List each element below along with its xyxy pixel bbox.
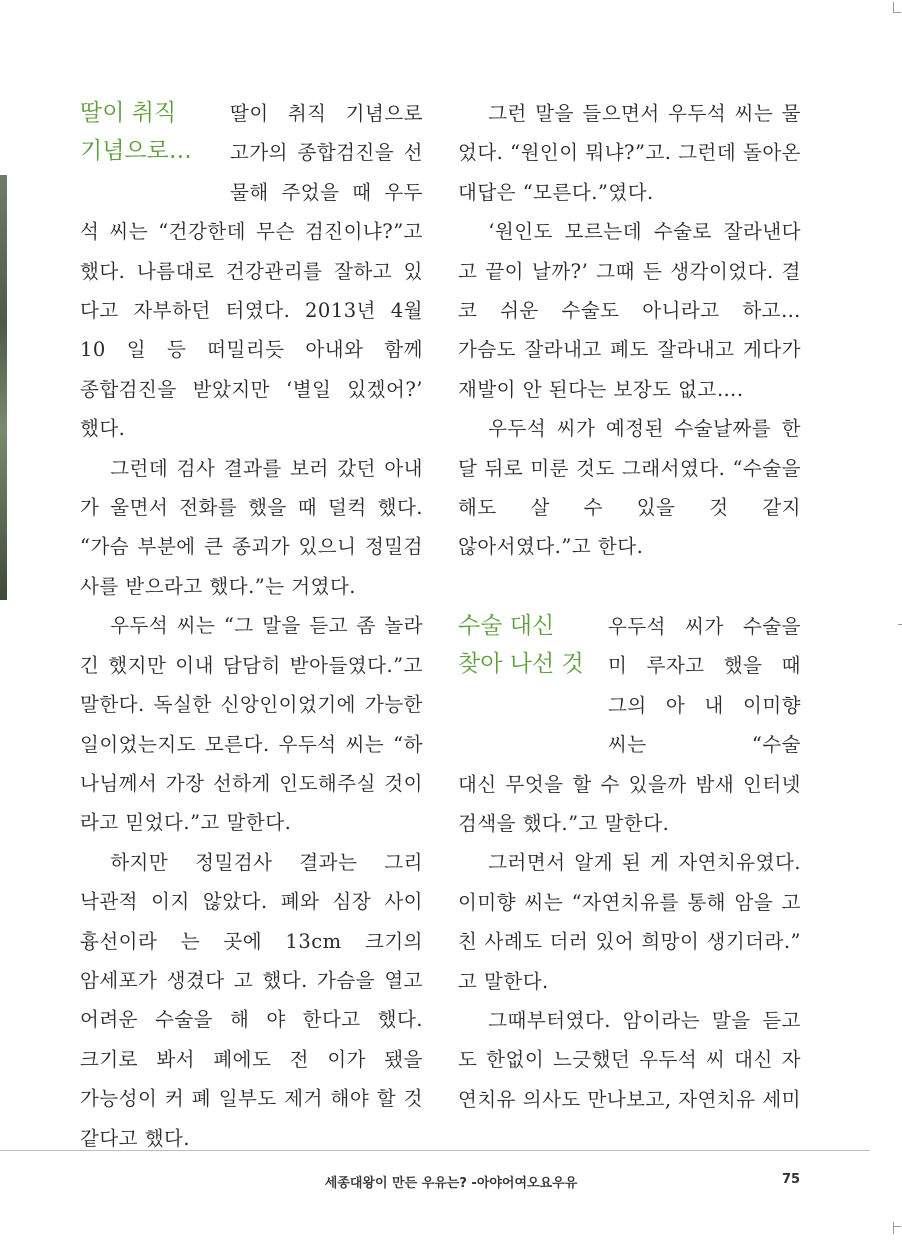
body-paragraph <box>458 94 801 212</box>
text-line: 대신 무엇을 할 수 있을까 밤새 인터넷 <box>458 772 801 796</box>
text-line: 해도 살 수 있을 것 같지 않아서였다.”고 <box>458 496 801 559</box>
body-paragraph <box>458 843 801 1001</box>
crop-mark <box>893 12 901 13</box>
text-line: 루자고 했을 때 그의 아 <box>608 654 802 717</box>
text-line: 고 했다. 가슴을 열고 어려운 수술을 해 <box>80 968 423 1032</box>
text-line: 긴 했지만 이내 담담히 받아들였다.”고 <box>80 653 423 677</box>
text-line: 고가의 종합검진을 선 <box>230 141 423 165</box>
text-line: 고 말한다. <box>458 969 549 993</box>
text-line: 달 뒤로 미룬 것도 그래서였다. “수술을 <box>458 456 801 480</box>
text-line: 사를 받으라고 했다.”는 거였다. <box>80 574 357 598</box>
text-line: 는 곳에 13cm 크기의 암세포가 생겼다 <box>80 929 424 992</box>
text-line: 코 쉬운 수술도 아니라고 하고… 가슴도 <box>458 299 801 362</box>
right-column <box>458 94 801 1119</box>
heading-line: 찾아 나선 것 <box>458 650 584 677</box>
text-line: 하지만 정밀검사 결과는 그리 낙관적 <box>80 850 423 914</box>
text-line: 우두석 씨는 “그 말을 듣고 좀 놀라 <box>110 614 423 638</box>
heading-line: 딸이 취직 <box>80 100 177 126</box>
text-line: 연치유 의사도 만나보고, 자연치유 세미 <box>458 1087 801 1111</box>
section-intro-left <box>80 94 423 212</box>
text-line: 가 울면서 전화를 했을 때 덜컥 했다. <box>80 496 423 520</box>
body-paragraph <box>80 449 423 607</box>
crop-mark <box>893 2 894 12</box>
adjacent-page-photo-edge <box>0 175 7 600</box>
body-paragraph <box>80 606 423 842</box>
crop-mark <box>893 1226 901 1227</box>
left-column <box>80 94 423 1158</box>
text-line: 일 등 떠밀리듯 아내와 함께 종합검진을 <box>80 338 423 401</box>
page-number: 75 <box>782 1172 801 1187</box>
text-line: 딸이 취직 기념으로 <box>230 102 423 125</box>
text-line: 했다. 나름대로 건강관리를 잘하고 있 <box>80 259 423 283</box>
body-paragraph <box>458 1001 801 1119</box>
body-paragraph <box>80 843 423 1158</box>
text-line: 이지 않았다. 폐와 심장 사이 흉선이라 <box>80 890 424 953</box>
text-line: 그때부터였다. 암이라는 말을 듣고 <box>488 1008 801 1032</box>
text-line: 검색을 했다.”고 말한다. <box>458 811 670 835</box>
text-line: 그런 말을 들으면서 우두석 씨는 물 <box>488 102 801 125</box>
heading-line: 기념으로… <box>80 138 192 164</box>
text-line: 나님께서 가장 선하게 인도해주실 것이 <box>80 771 423 795</box>
text-line: 잘라내고 폐도 잘라내고 게다가 재발이 <box>458 338 801 401</box>
text-line: 우두석 씨가 수술을 미 <box>608 614 801 678</box>
intro-paragraph <box>608 607 801 765</box>
text-line: 이미향 씨는 “자연치유를 통해 암을 고 <box>458 890 801 914</box>
text-line: 라고 믿었다.”고 말한다. <box>80 811 292 835</box>
text-line: 다고 자부하던 터였다. 2013년 4월 10 <box>80 299 423 362</box>
section-heading <box>458 607 598 683</box>
body-paragraph <box>458 409 801 567</box>
text-line: 그러면서 알게 된 게 자연치유였다. <box>488 851 801 875</box>
heading-line: 수술 대신 <box>458 612 555 639</box>
text-line: 한다. <box>597 535 644 559</box>
text-line: 이가 됐을 가능성이 커 폐 일부도 제거 <box>80 1047 423 1111</box>
text-line: 말한다. 독실한 신앙인이었기에 가능한 <box>80 693 423 717</box>
body-paragraph <box>458 765 801 844</box>
text-line: 야 한다고 했다. 크기로 봐서 폐에도 전 <box>80 1008 423 1071</box>
text-line: 안 된다는 보장도 없고…. <box>522 377 744 401</box>
text-line: 석 씨는 “건강한데 무슨 검진이냐?”고 <box>80 220 423 244</box>
text-line: 일이었는지도 모른다. 우두석 씨는 “하 <box>80 732 423 756</box>
footer-divider <box>0 1150 870 1151</box>
text-line: 받았지만 ‘별일 있겠어?’ 했다. <box>80 377 423 441</box>
section-spacer <box>458 567 801 607</box>
crop-mark <box>893 1222 894 1234</box>
crop-mark <box>898 624 902 625</box>
text-line: 었다. “원인이 뭐냐?”고. 그런데 돌아온 <box>458 141 801 165</box>
section-intro-right <box>458 607 801 765</box>
body-paragraph <box>80 212 423 448</box>
text-line: 그런데 검사 결과를 보러 갔던 아내 <box>110 456 423 480</box>
body-paragraph <box>458 212 801 409</box>
section-heading <box>80 94 220 170</box>
text-line: 내 이미향 씨는 “수술 <box>608 693 802 757</box>
text-line: 도 한없이 느긋했던 우두석 씨 대신 자 <box>458 1048 801 1072</box>
text-line: 친 사례도 더러 있어 희망이 생기더라.” <box>458 930 801 954</box>
footer-running-title: 세종대왕이 만든 우유는? -아야어여오요우유 <box>324 1176 578 1191</box>
intro-paragraph <box>230 94 423 212</box>
text-line: ‘원인도 모르는데 수술로 잘라낸다 <box>488 220 801 244</box>
text-line: 대답은 “모른다.”였다. <box>458 180 654 204</box>
text-line: 우두석 씨가 예정된 수술날짜를 한 <box>488 417 801 441</box>
text-line: “가슴 부분에 큰 종괴가 있으니 정밀검 <box>80 535 423 559</box>
text-line: 해야 할 것 같다고 했다. <box>80 1087 423 1150</box>
text-line: 고 끝이 날까?’ 그때 든 생각이었다. 결 <box>458 259 801 283</box>
text-line: 물해 주었을 때 우두 <box>230 180 423 204</box>
